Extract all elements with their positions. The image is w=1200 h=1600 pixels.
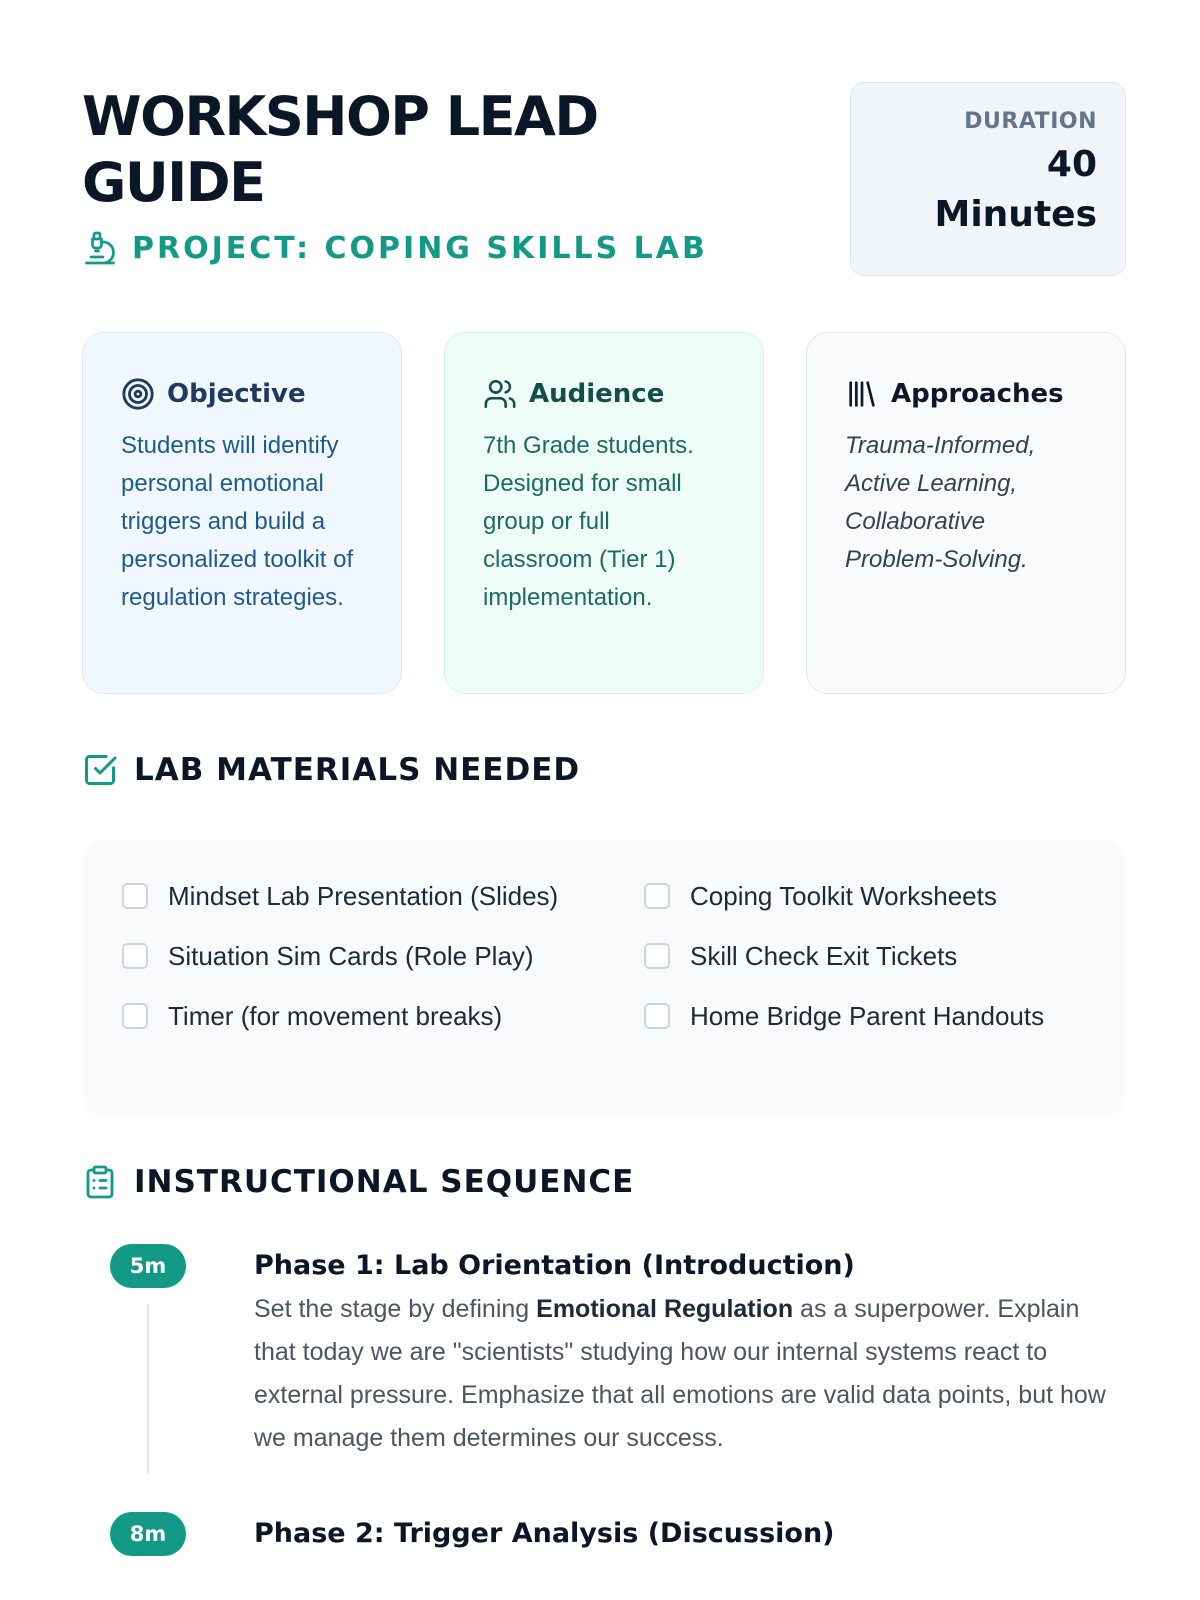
- library-icon: [845, 377, 879, 411]
- phase-duration-badge: 8m: [110, 1512, 186, 1556]
- microscope-icon: [82, 230, 118, 266]
- phase-item: [82, 1512, 1126, 1572]
- duration-value: 40 Minutes: [934, 144, 1097, 235]
- info-cards: [82, 332, 1126, 694]
- materials-heading: [82, 750, 580, 790]
- clipboard-list-icon: [82, 1163, 118, 1201]
- lead-guide-page: [82, 0, 1126, 1600]
- material-label: Home Bridge Parent Handouts: [690, 1001, 1045, 1031]
- material-label: Skill Check Exit Tickets: [690, 941, 958, 971]
- objective-text: Students will identify personal emotional triggers and build a personalized toolkit of regulation strategies.: [121, 432, 354, 611]
- target-icon: [121, 377, 155, 411]
- project-subtitle: [82, 230, 708, 266]
- material-checkbox[interactable]: [644, 943, 670, 969]
- audience-card-header: [483, 375, 725, 413]
- material-item[interactable]: [644, 876, 1086, 916]
- material-checkbox[interactable]: [122, 883, 148, 909]
- material-item[interactable]: [122, 876, 644, 916]
- material-label: Situation Sim Cards (Role Play): [168, 941, 534, 971]
- objective-title: Objective: [167, 379, 306, 409]
- objective-card-header: [121, 375, 363, 413]
- phase-key-term: Emotional Regulation: [536, 1295, 794, 1323]
- material-item[interactable]: [644, 936, 1086, 976]
- phase-item: [82, 1244, 1126, 1480]
- sequence-title: INSTRUCTIONAL SEQUENCE: [134, 1164, 635, 1200]
- phase-title: Phase 2: Trigger Analysis (Discussion): [254, 1518, 835, 1549]
- duration-box: [850, 82, 1126, 276]
- materials-checklist: [82, 840, 1126, 1116]
- duration-label: DURATION: [964, 109, 1097, 134]
- material-item[interactable]: [644, 996, 1086, 1036]
- approaches-text: Trauma-Informed, Active Learning, Collaborative Problem-Solving.: [845, 432, 1036, 573]
- material-item[interactable]: [122, 936, 644, 976]
- guide-header: [82, 84, 1126, 284]
- material-checkbox[interactable]: [644, 883, 670, 909]
- approaches-card: [806, 332, 1126, 694]
- users-icon: [483, 377, 517, 411]
- material-item[interactable]: [122, 996, 644, 1036]
- material-checkbox[interactable]: [122, 1003, 148, 1029]
- timeline-rail: [147, 1304, 149, 1474]
- material-label: Timer (for movement breaks): [168, 1001, 503, 1031]
- audience-title: Audience: [529, 379, 665, 409]
- material-checkbox[interactable]: [644, 1003, 670, 1029]
- phase-description: Set the stage by defining Emotional Regulation as a superpower. Explain that today we are "scientists" studying how our internal systems react to external pressure. Emphasize that all emotions are valid data points, but how we manage them determines our success.: [254, 1295, 1106, 1452]
- project-name: PROJECT: COPING SKILLS LAB: [132, 230, 708, 266]
- approaches-title: Approaches: [891, 379, 1064, 409]
- objective-card: [82, 332, 402, 694]
- audience-text: 7th Grade students. Designed for small group or full classroom (Tier 1) implementation.: [483, 432, 694, 611]
- phase-duration-badge: 5m: [110, 1244, 186, 1288]
- approaches-card-header: [845, 375, 1087, 413]
- material-label: Coping Toolkit Worksheets: [690, 881, 997, 911]
- audience-card: [444, 332, 764, 694]
- phase-title: Phase 1: Lab Orientation (Introduction): [254, 1250, 855, 1281]
- sequence-heading: [82, 1162, 634, 1202]
- material-checkbox[interactable]: [122, 943, 148, 969]
- materials-title: LAB MATERIALS NEEDED: [134, 752, 581, 788]
- checkbox-square-icon: [82, 751, 118, 789]
- material-label: Mindset Lab Presentation (Slides): [168, 881, 559, 911]
- page-title: WORKSHOP LEAD GUIDE: [82, 85, 598, 214]
